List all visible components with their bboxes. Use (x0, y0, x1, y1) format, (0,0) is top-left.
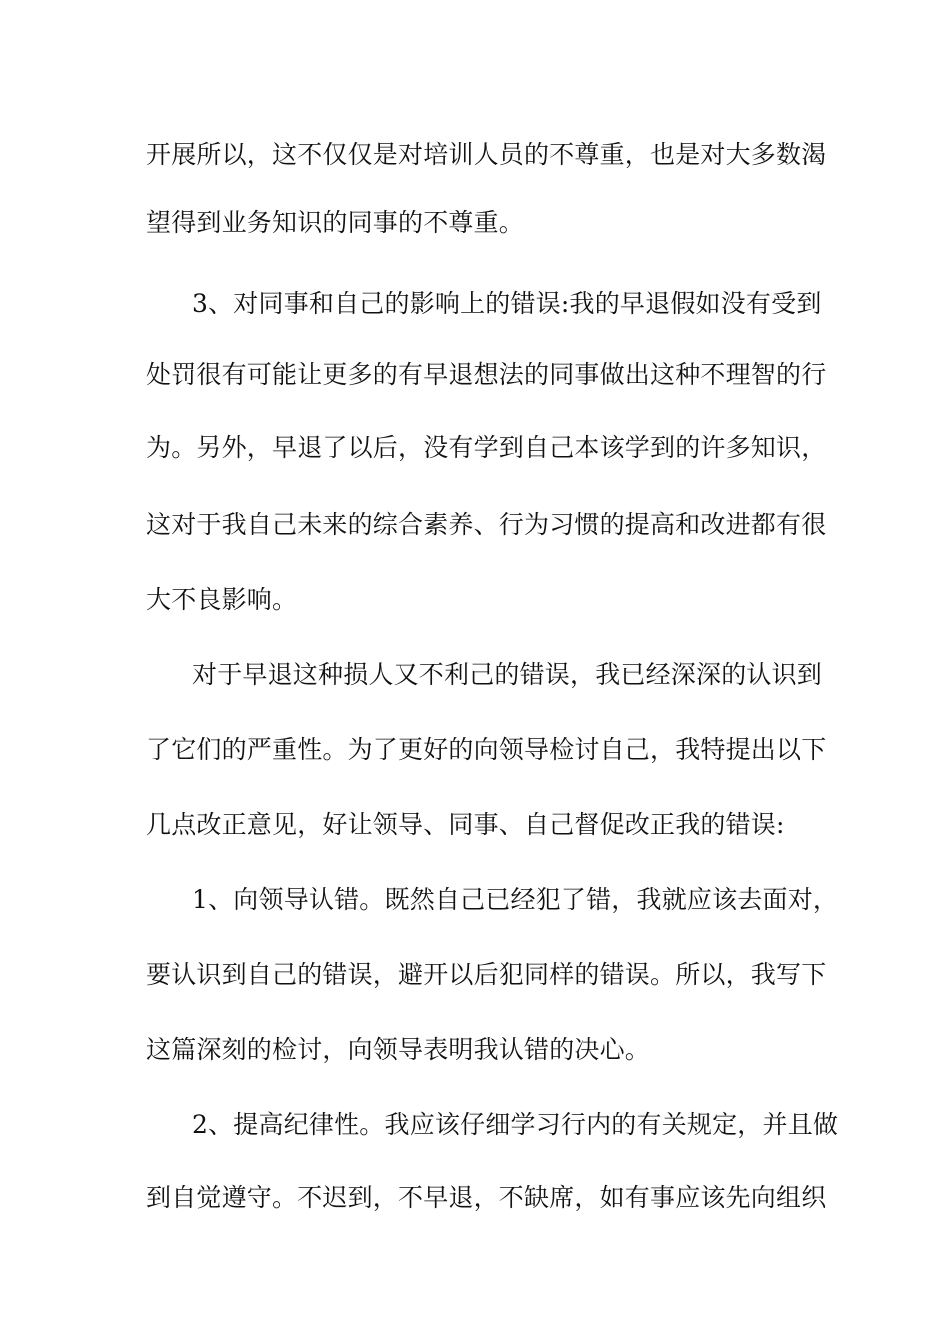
text-line: 要认识到自己的错误，避开以后犯同样的错误。所以，我写下 (146, 960, 827, 989)
text-line: 处罚很有可能让更多的有早退想法的同事做出这种不理智的行 (146, 360, 827, 389)
text-line: 望得到业务知识的同事的不尊重。 (146, 208, 525, 237)
text-line: 为。另外，早退了以后，没有学到自己本该学到的许多知识， (146, 433, 827, 462)
text-line: 这对于我自己未来的综合素养、行为习惯的提高和改进都有很 (146, 510, 827, 539)
text-line: 大不良影响。 (146, 585, 298, 614)
text-line: 3、对同事和自己的影响上的错误:我的早退假如没有受到 (192, 289, 822, 318)
text-line: 对于早退这种损人又不利己的错误，我已经深深的认识到 (192, 660, 823, 689)
text-line: 了它们的严重性。为了更好的向领导检讨自己，我特提出以下 (146, 735, 827, 764)
text-line: 这篇深刻的检讨，向领导表明我认错的决心。 (146, 1035, 651, 1064)
text-line: 几点改正意见，好让领导、同事、自己督促改正我的错误: (146, 810, 785, 839)
text-line: 开展所以，这不仅仅是对培训人员的不尊重，也是对大多数渴 (146, 140, 827, 169)
text-line: 2、提高纪律性。我应该仔细学习行内的有关规定，并且做 (192, 1110, 839, 1139)
text-line: 到自觉遵守。不迟到，不早退，不缺席，如有事应该先向组织 (146, 1183, 827, 1212)
text-line: 1、向领导认错。既然自己已经犯了错，我就应该去面对， (192, 885, 839, 914)
